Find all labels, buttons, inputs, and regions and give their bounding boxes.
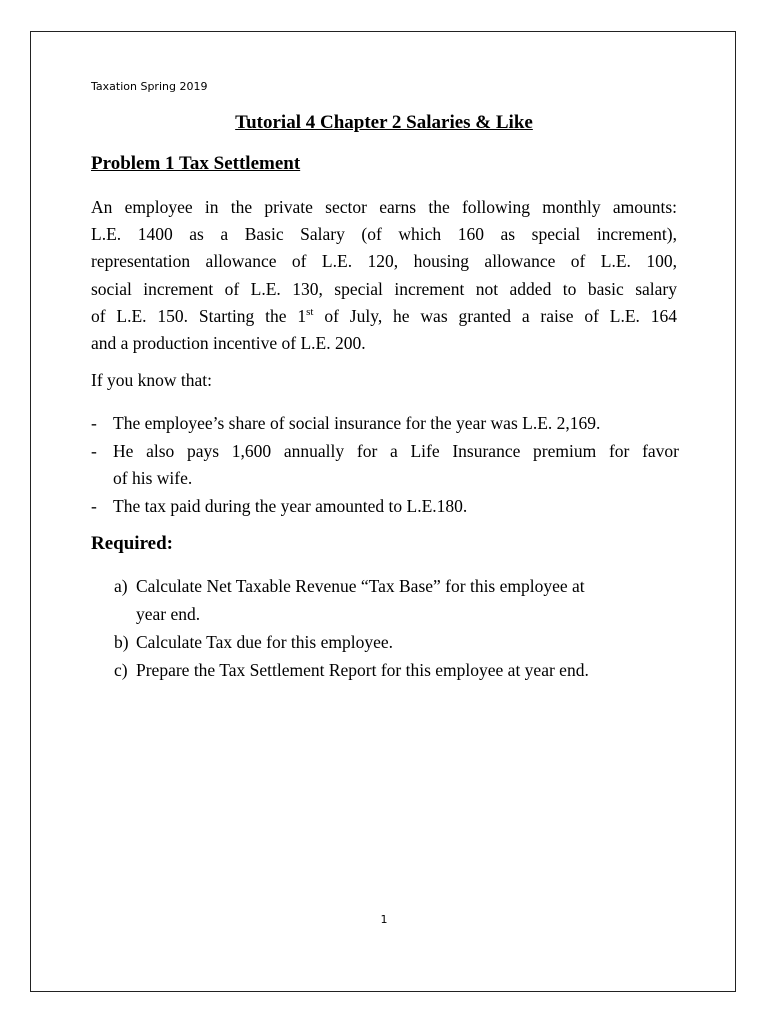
required-heading: Required:	[91, 533, 173, 554]
problem-paragraph	[91, 194, 677, 357]
list-item	[91, 493, 679, 521]
requirement-item	[114, 628, 684, 656]
paragraph-line: social increment of L.E. 130, special increment not added to basic salary	[91, 278, 677, 299]
paragraph-line	[91, 303, 677, 330]
requirement-marker: a)	[114, 576, 128, 596]
paragraph-text: of L.E. 150. Starting the 1	[91, 305, 307, 326]
list-item-text: He also pays 1,600 annually for a Life Insurance premium for favor	[113, 440, 679, 461]
list-item-text: The tax paid during the year amounted to L.E.180.	[113, 495, 468, 516]
document-title: Tutorial 4 Chapter 2 Salaries & Like	[235, 112, 533, 133]
list-item	[91, 438, 679, 493]
paragraph-line: An employee in the private sector earns the following monthly amounts:	[91, 197, 677, 217]
problem-heading: Problem 1 Tax Settlement	[91, 153, 301, 174]
header-note: Taxation Spring 2019	[91, 80, 208, 93]
requirement-text-continuation: year end.	[136, 604, 201, 624]
bullet-dash: -	[91, 495, 97, 516]
requirement-item	[114, 572, 684, 628]
ordinal-superscript: st	[306, 305, 314, 318]
list-item-continuation: of his wife.	[113, 468, 193, 488]
paragraph-line: L.E. 1400 as a Basic Salary (of which 160 as special increment),	[91, 224, 677, 245]
facts-list	[91, 410, 679, 520]
requirement-text: Calculate Tax due for this employee.	[136, 632, 393, 652]
intro-text: If you know that:	[91, 370, 213, 390]
paragraph-text: of July, he was granted a raise of L.E. 164	[313, 305, 677, 326]
requirement-text: Prepare the Tax Settlement Report for this employee at year end.	[136, 660, 589, 680]
requirement-marker: b)	[114, 632, 129, 652]
page-number: 1	[380, 913, 388, 926]
bullet-dash: -	[91, 413, 97, 433]
requirement-text: Calculate Net Taxable Revenue “Tax Base” for this employee at	[136, 576, 585, 596]
requirement-item	[114, 656, 684, 684]
list-item	[91, 410, 679, 438]
list-item-text: The employee’s share of social insurance for the year was L.E. 2,169.	[113, 413, 601, 433]
paragraph-line: and a production incentive of L.E. 200.	[91, 333, 366, 354]
requirement-marker: c)	[114, 660, 128, 680]
bullet-dash: -	[91, 440, 97, 461]
requirements-list	[114, 572, 684, 684]
paragraph-line: representation allowance of L.E. 120, housing allowance of L.E. 100,	[91, 251, 677, 272]
